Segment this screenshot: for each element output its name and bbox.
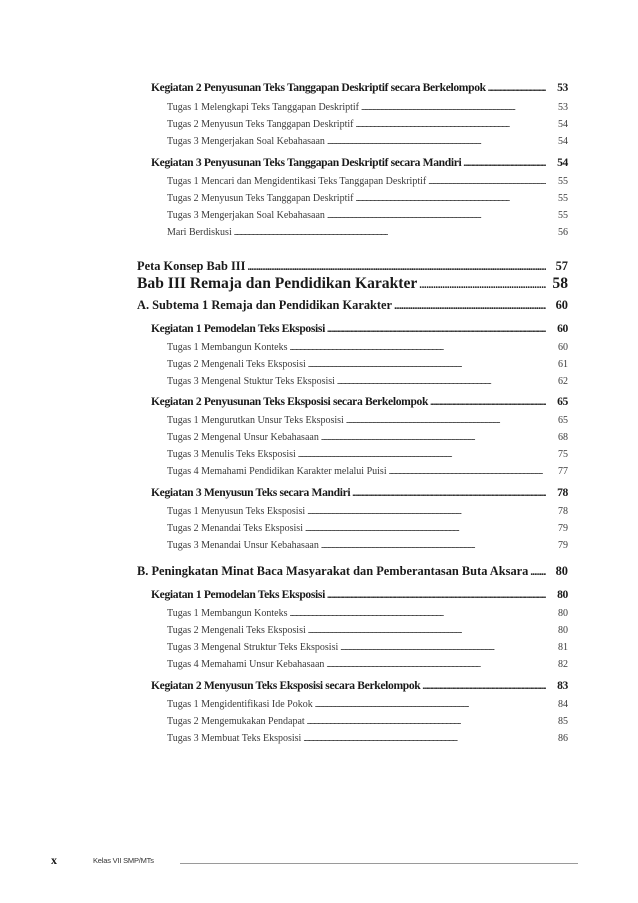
toc-entry-title: Kegiatan 3 Menyusun Teks secara Mandiri xyxy=(151,486,351,499)
toc-entry-title: Tugas 1 Melengkapi Teks Tanggapan Deskriptif xyxy=(167,102,360,113)
toc-entry-page-number: 58 xyxy=(552,275,568,292)
dot-leader xyxy=(327,321,546,337)
dot-leader xyxy=(340,641,546,655)
toc-entry[interactable] xyxy=(167,209,548,223)
toc-entry-page-number: 75 xyxy=(558,449,568,460)
toc-entry-title: Bab III Remaja dan Pendidikan Karakter xyxy=(137,275,418,292)
toc-entry[interactable] xyxy=(167,448,548,462)
toc-entry-page-number: 80 xyxy=(558,608,568,619)
toc-entry-title: Tugas 3 Menandai Unsur Kebahasaan xyxy=(167,540,319,551)
dot-leader xyxy=(247,260,546,276)
toc-entry-page-number: 57 xyxy=(555,259,568,273)
page-number: x xyxy=(51,853,57,867)
dot-leader xyxy=(389,465,546,479)
dot-leader xyxy=(352,485,546,501)
toc-entry-title: Tugas 1 Membangun Konteks xyxy=(167,342,288,353)
toc-entry-page-number: 65 xyxy=(558,415,568,426)
toc-entry-page-number: 60 xyxy=(555,298,568,312)
toc-entry[interactable] xyxy=(167,732,548,746)
dot-leader xyxy=(234,226,546,240)
toc-entry[interactable] xyxy=(167,226,548,240)
toc-entry-title: Mari Berdiskusi xyxy=(167,227,232,238)
toc-entry[interactable] xyxy=(167,624,548,638)
toc-entry-title: Tugas 3 Mengerjakan Soal Kebahasaan xyxy=(167,210,325,221)
toc-entry-title: Kegiatan 1 Pemodelan Teks Eksposisi xyxy=(151,588,325,601)
toc-entry-title: B. Peningkatan Minat Baca Masyarakat dan Pemberantasan Buta Aksara xyxy=(137,564,529,578)
toc-entry-title: Tugas 1 Mengurutkan Unsur Teks Eksposisi xyxy=(167,415,344,426)
footer-divider xyxy=(180,863,578,864)
toc-entry-page-number: 54 xyxy=(558,136,568,147)
toc-entry-page-number: 83 xyxy=(557,679,568,692)
toc-entry[interactable] xyxy=(167,375,548,389)
dot-leader xyxy=(346,414,546,428)
toc-entry[interactable] xyxy=(167,431,548,445)
toc-entry-title: Tugas 2 Menandai Teks Eksposisi xyxy=(167,523,303,534)
dot-leader xyxy=(321,539,546,553)
toc-entry-title: Tugas 2 Mengenali Teks Eksposisi xyxy=(167,625,306,636)
toc-entry-page-number: 82 xyxy=(558,659,568,670)
toc-entry-page-number: 81 xyxy=(558,642,568,653)
dot-leader xyxy=(361,101,546,115)
toc-entry-page-number: 78 xyxy=(558,506,568,517)
toc-entry-page-number: 55 xyxy=(558,193,568,204)
toc-entry-title: Peta Konsep Bab III xyxy=(137,259,246,273)
toc-entry-title: Tugas 3 Mengenal Struktur Teks Eksposisi xyxy=(167,642,339,653)
toc-entry[interactable] xyxy=(137,297,548,313)
toc-entry-page-number: 77 xyxy=(558,466,568,477)
toc-entry[interactable] xyxy=(167,135,548,149)
dot-leader xyxy=(321,431,546,445)
toc-entry-title: Kegiatan 2 Menyusun Teks Eksposisi secara Berkelompok xyxy=(151,679,421,692)
toc-entry[interactable] xyxy=(167,175,548,189)
toc-entry[interactable] xyxy=(151,485,548,501)
dot-leader xyxy=(289,341,546,355)
dot-leader xyxy=(327,587,546,603)
toc-entry-page-number: 80 xyxy=(558,625,568,636)
toc-entry[interactable] xyxy=(167,505,548,519)
toc-entry[interactable] xyxy=(167,698,548,712)
toc-entry-page-number: 86 xyxy=(558,733,568,744)
toc-entry-title: Tugas 2 Mengenal Unsur Kebahasaan xyxy=(167,432,319,443)
toc-entry-title: Tugas 3 Menulis Teks Eksposisi xyxy=(167,449,296,460)
toc-entry-title: Tugas 3 Membuat Teks Eksposisi xyxy=(167,733,302,744)
toc-entry[interactable] xyxy=(167,539,548,553)
toc-entry-title: Tugas 3 Mengenal Stuktur Teks Eksposisi xyxy=(167,376,335,387)
toc-entry[interactable] xyxy=(167,341,548,355)
toc-entry-title: Tugas 4 Memahami Unsur Kebahasaan xyxy=(167,659,325,670)
toc-entry-page-number: 85 xyxy=(558,716,568,727)
toc-entry[interactable] xyxy=(167,358,548,372)
dot-leader xyxy=(327,209,546,223)
toc-entry[interactable] xyxy=(137,275,548,293)
toc-entry-page-number: 56 xyxy=(558,227,568,238)
toc-entry[interactable] xyxy=(167,192,548,206)
dot-leader xyxy=(307,505,546,519)
dot-leader xyxy=(308,624,546,638)
toc-entry-title: Tugas 2 Mengenali Teks Eksposisi xyxy=(167,359,306,370)
toc-entry-page-number: 78 xyxy=(557,486,568,499)
toc-entry[interactable] xyxy=(151,155,548,171)
toc-entry-title: Kegiatan 1 Pemodelan Teks Eksposisi xyxy=(151,322,325,335)
toc-entry-page-number: 55 xyxy=(558,210,568,221)
dot-leader xyxy=(419,276,546,294)
toc-entry-page-number: 55 xyxy=(558,176,568,187)
dot-leader xyxy=(337,375,546,389)
toc-entry[interactable] xyxy=(151,394,548,410)
toc-entry[interactable] xyxy=(167,641,548,655)
toc-entry-page-number: 60 xyxy=(558,342,568,353)
toc-entry-title: Kegiatan 3 Penyusunan Teks Tanggapan Deskriptif secara Mandiri xyxy=(151,156,462,169)
toc-entry-title: Tugas 2 Menyusun Teks Tanggapan Deskriptif xyxy=(167,119,354,130)
toc-entry-page-number: 62 xyxy=(558,376,568,387)
toc-entry-title: Tugas 1 Mengidentifikasi Ide Pokok xyxy=(167,699,313,710)
dot-leader xyxy=(308,358,546,372)
dot-leader xyxy=(298,448,546,462)
dot-leader xyxy=(327,135,546,149)
toc-entry[interactable] xyxy=(151,321,548,337)
toc-entry-page-number: 68 xyxy=(558,432,568,443)
toc-entry[interactable] xyxy=(167,522,548,536)
dot-leader xyxy=(430,394,546,410)
toc-entry[interactable] xyxy=(137,258,548,274)
toc-entry[interactable] xyxy=(167,658,548,672)
toc-entry-page-number: 80 xyxy=(555,564,568,578)
toc-entry-title: Tugas 2 Mengemukakan Pendapat xyxy=(167,716,305,727)
toc-entry-title: Kegiatan 2 Penyusunan Teks Tanggapan Deskriptif secara Berkelompok xyxy=(151,81,486,94)
dot-leader xyxy=(289,607,546,621)
toc-entry[interactable] xyxy=(167,118,548,132)
toc-entry[interactable] xyxy=(167,414,548,428)
toc-entry-page-number: 79 xyxy=(558,523,568,534)
toc-entry[interactable] xyxy=(167,715,548,729)
toc-entry-title: Kegiatan 2 Penyusunan Teks Eksposisi secara Berkelompok xyxy=(151,395,429,408)
toc-entry-page-number: 65 xyxy=(557,395,568,408)
footer-label: Kelas VII SMP/MTs xyxy=(93,856,154,865)
dot-leader xyxy=(315,698,546,712)
dot-leader xyxy=(394,299,546,315)
toc-entry[interactable] xyxy=(167,101,548,115)
toc-entry-page-number: 84 xyxy=(558,699,568,710)
dot-leader xyxy=(305,522,546,536)
toc-entry-title: Tugas 3 Mengerjakan Soal Kebahasaan xyxy=(167,136,325,147)
toc-entry-title: A. Subtema 1 Remaja dan Pendidikan Karakter xyxy=(137,298,393,312)
dot-leader xyxy=(355,118,546,132)
toc-entry-title: Tugas 2 Menyusun Teks Tanggapan Deskriptif xyxy=(167,193,354,204)
toc-entry-title: Tugas 4 Memahami Pendidikan Karakter melalui Puisi xyxy=(167,466,387,477)
toc-entry-page-number: 53 xyxy=(558,102,568,113)
toc-entry-title: Tugas 1 Menyusun Teks Eksposisi xyxy=(167,506,306,517)
toc-entry[interactable] xyxy=(151,678,548,694)
toc-entry[interactable] xyxy=(151,587,548,603)
toc-entry-page-number: 54 xyxy=(558,119,568,130)
dot-leader xyxy=(326,658,546,672)
dot-leader xyxy=(355,192,546,206)
toc-entry[interactable] xyxy=(167,607,548,621)
dot-leader xyxy=(422,678,546,694)
toc-entry-title: Tugas 1 Mencari dan Mengidentikasi Teks Tanggapan Deskriptif xyxy=(167,176,427,187)
toc-entry-page-number: 60 xyxy=(557,322,568,335)
dot-leader xyxy=(303,732,546,746)
dot-leader xyxy=(307,715,546,729)
toc-entry-page-number: 79 xyxy=(558,540,568,551)
toc-entry-page-number: 53 xyxy=(557,81,568,94)
toc-entry[interactable] xyxy=(151,80,548,96)
toc-entry-title: Tugas 1 Membangun Konteks xyxy=(167,608,288,619)
toc-entry-page-number: 80 xyxy=(557,588,568,601)
dot-leader xyxy=(463,155,546,171)
toc-entry[interactable] xyxy=(137,563,548,579)
dot-leader xyxy=(428,175,546,189)
toc-entry-page-number: 54 xyxy=(557,156,568,169)
toc-entry-page-number: 61 xyxy=(558,359,568,370)
toc-entry[interactable] xyxy=(167,465,548,479)
